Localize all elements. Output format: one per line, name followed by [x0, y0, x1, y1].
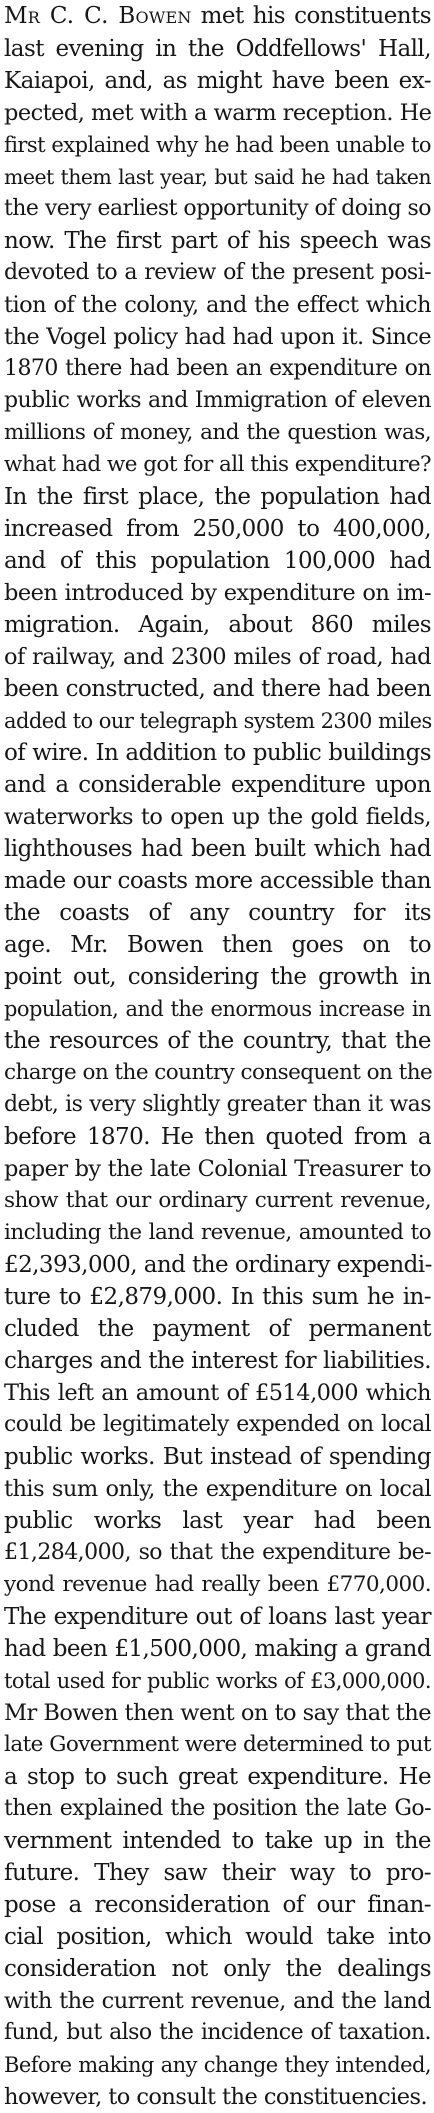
text-line: before 1870. He then quoted from a: [4, 1124, 431, 1150]
text-line: devoted to a review of the present posi-: [4, 260, 431, 285]
text-line: [4, 0, 431, 33]
text-line: The expenditure out of loans last year: [4, 1604, 431, 1630]
text-line: In the first place, the population had: [4, 484, 431, 510]
text-line: lighthouses had been built which had: [4, 836, 431, 862]
text-line: the Vogel policy had had upon it. Since: [4, 324, 431, 350]
text-line: cluded the payment of permanent: [4, 1316, 431, 1342]
text-line: could be legitimately expended on local: [4, 1412, 431, 1437]
text-line: pected, met with a warm reception. He: [4, 100, 432, 126]
text-line: debt, is very slightly greater than it was: [4, 1092, 431, 1117]
text-line: charge on the country consequent on the: [4, 1060, 433, 1085]
text-line: Mr Bowen then went on to say that the: [4, 1700, 431, 1726]
text-line: what had we got for all this expenditure?: [4, 452, 431, 477]
text-line: first explained why he had been unable to: [4, 133, 431, 157]
text-line: of railway, and 2300 miles of road, had: [4, 644, 431, 670]
text-line: the very earliest opportunity of doing so: [4, 196, 431, 221]
text-line: 1870 there had been an expenditure on: [4, 356, 431, 381]
text-line: total used for public works of £3,000,000.: [4, 1669, 431, 1693]
text-line: pose a reconsideration of our finan-: [4, 1892, 431, 1918]
text-line: now. The first part of his speech was: [4, 228, 431, 254]
text-line: a stop to such great expenditure. He: [4, 1764, 431, 1790]
text-line: however, to consult the constituencies.: [4, 2084, 428, 2110]
text-line: with the current revenue, and the land: [4, 1988, 431, 2014]
text-line: added to our telegraph system 2300 miles: [4, 709, 432, 733]
text-line: late Government were determined to put: [4, 1732, 431, 1757]
text-line: tion of the colony, and the effect which: [4, 292, 431, 318]
text-line: migration. Again, about 860 miles: [4, 612, 431, 638]
text-line: £1,284,000, so that the expenditure be-: [4, 1540, 431, 1565]
text-line: Before making any change they intended,: [4, 2053, 431, 2077]
text-line: then explained the position the late Go-: [4, 1796, 431, 1821]
text-line: the resources of the country, that the: [4, 1028, 431, 1054]
text-line: public works and Immigration of eleven: [4, 388, 431, 413]
text-line: age. Mr. Bowen then goes on to: [4, 932, 431, 958]
text-line: population, and the enormous increase in: [4, 997, 431, 1021]
text-line: Kaiapoi, and, as might have been ex-: [4, 68, 431, 94]
lead-name: Mr C. C. Bowen: [4, 3, 192, 29]
text-line: charges and the interest for liabilities.: [4, 1348, 431, 1374]
text-line: cial position, which would take into: [4, 1924, 431, 1950]
text-line: meet them last year, but said he had taken: [4, 165, 431, 189]
text-line: and of this population 100,000 had: [4, 548, 431, 574]
text-line: £2,393,000, and the ordinary expendi-: [4, 1252, 432, 1278]
text-line: show that our ordinary current revenue,: [4, 1188, 431, 1213]
text-line: point out, considering the growth in: [4, 964, 431, 990]
text-line: vernment intended to take up in the: [4, 1828, 431, 1854]
text-line: increased from 250,000 to 400,000,: [4, 516, 431, 542]
text-line: the coasts of any country for its: [4, 900, 431, 926]
text-line: of wire. In addition to public buildings: [4, 740, 431, 766]
text-line: fund, but also the incidence of taxation.: [4, 2020, 431, 2045]
text-line: including the land revenue, amounted to: [4, 1220, 431, 1245]
text-line: been constructed, and there had been: [4, 676, 431, 702]
text-line: public works. But instead of spending: [4, 1444, 431, 1470]
line-text: met his constituents: [191, 3, 431, 29]
text-line: waterworks to open up the gold fields,: [4, 804, 431, 830]
text-line: consideration not only the dealings: [4, 1956, 431, 1982]
text-line: and a considerable expenditure upon: [4, 772, 431, 798]
text-line: ture to £2,879,000. In this sum he in-: [4, 1284, 431, 1310]
text-line: millions of money, and the question was,: [4, 420, 431, 445]
text-line: last evening in the Oddfellows' Hall,: [4, 36, 431, 62]
text-line: made our coasts more accessible than: [4, 868, 431, 894]
text-line: This left an amount of £514,000 which: [4, 1380, 431, 1406]
text-line: future. They saw their way to pro-: [4, 1860, 431, 1886]
text-line: been introduced by expenditure on im-: [4, 580, 431, 606]
text-line: public works last year had been: [4, 1508, 431, 1534]
text-line: this sum only, the expenditure on local: [4, 1476, 431, 1502]
text-line: yond revenue had really been £770,000.: [4, 1572, 431, 1597]
text-line: had been £1,500,000, making a grand: [4, 1636, 431, 1662]
text-line: paper by the late Colonial Treasurer to: [4, 1156, 431, 1182]
